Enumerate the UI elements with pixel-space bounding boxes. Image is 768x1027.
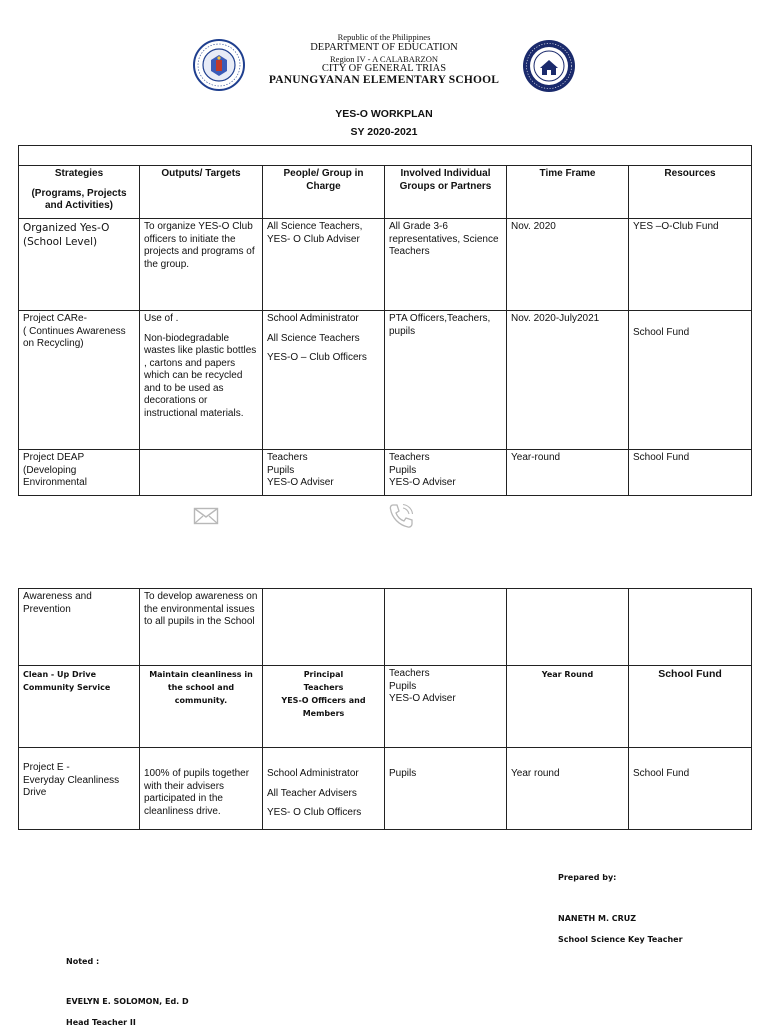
strategy-cell [19, 311, 140, 450]
table-header-row [19, 166, 752, 219]
envelope-icon[interactable] [193, 505, 219, 527]
workplan-table-page1 [18, 145, 752, 496]
involved-line: YES-O Adviser [389, 477, 456, 488]
strategy-cell [19, 219, 140, 311]
strategy-line: ( Continues Awareness on Recycling) [23, 325, 126, 349]
city-line: CITY OF GENERAL TRIAS [321, 63, 447, 74]
people-line: Teachers [267, 452, 308, 463]
header-involved: Involved Individual Groups or Partners [385, 166, 507, 219]
workplan-table-page2 [18, 588, 752, 830]
preparer-title: School Science Key Teacher [558, 935, 683, 944]
header-resources: Resources [629, 166, 752, 219]
outputs-cell: 100% of pupils together with their advisers participated in the cleanliness drive. [140, 748, 263, 830]
outputs-cell [140, 450, 263, 496]
people-cell [263, 589, 385, 666]
phone-icon[interactable] [387, 502, 415, 530]
noted-label: Noted : [66, 957, 100, 966]
table-row [19, 311, 752, 450]
involved-line: Pupils [389, 680, 417, 692]
strategy-line: Project CARe- [23, 313, 87, 324]
noter-name: EVELYN E. SOLOMON, Ed. D [66, 997, 189, 1006]
people-line: All Teacher Advisers [267, 787, 357, 799]
involved-line: YES-O Adviser [389, 693, 456, 704]
document-subtitle: SY 2020-2021 [350, 126, 418, 138]
header-strategies-sub: (Programs, Projects and Activities) [31, 187, 127, 211]
involved-line: Teachers [389, 452, 430, 463]
people-line: All Science Teachers, [267, 221, 363, 232]
region-line: Region IV - A CALABARZON [330, 54, 438, 64]
people-cell [263, 450, 385, 496]
strategy-line: Environmental [23, 477, 87, 488]
people-line: YES- O Club Adviser [267, 233, 360, 245]
people-cell [263, 666, 385, 748]
outputs-cell: Maintain cleanliness in the school and community. [140, 666, 263, 748]
outputs-cell: To organize YES-O Club officers to initiate the projects and programs of the group. [140, 219, 263, 311]
preparer-name: NANETH M. CRUZ [558, 914, 637, 923]
people-line: School Administrator [267, 768, 359, 779]
people-line: Teachers [303, 683, 344, 692]
document-title: YES-O WORKPLAN [335, 108, 433, 120]
people-line: School Administrator [267, 313, 359, 324]
people-line: All Science Teachers [267, 332, 360, 344]
table-row [19, 589, 752, 666]
spacer-cell [19, 146, 752, 166]
outputs-cell [140, 311, 263, 450]
strategy-line: Awareness and [23, 591, 92, 602]
strategy-line: Project DEAP [23, 452, 85, 463]
strategy-cell [19, 589, 140, 666]
table-row [19, 219, 752, 311]
involved-cell [385, 450, 507, 496]
strategy-line: (School Level) [23, 236, 98, 248]
table-row [19, 748, 752, 830]
time-cell: Nov. 2020-July2021 [507, 311, 629, 450]
resources-line: School Fund [633, 327, 690, 338]
resources-cell: School Fund [629, 666, 752, 748]
time-cell: Year-round [507, 450, 629, 496]
outputs-cell: To develop awareness on the environmental issues to all pupils in the School [140, 589, 263, 666]
strategy-line: (Developing [23, 464, 77, 476]
header-people: People/ Group in Charge [263, 166, 385, 219]
people-line: Pupils [267, 464, 295, 476]
involved-cell: Pupils [385, 748, 507, 830]
people-line: YES- O Club Officers [267, 807, 362, 818]
strategy-line: Prevention [23, 603, 71, 615]
people-cell [263, 219, 385, 311]
strategy-line: Community Service [23, 683, 111, 692]
people-cell [263, 311, 385, 450]
people-line: Principal [303, 670, 344, 679]
time-cell: Nov. 2020 [507, 219, 629, 311]
table-row [19, 666, 752, 748]
time-cell: Year Round [507, 666, 629, 748]
outputs-line: Non-biodegradable wastes like plastic bottles , cartons and papers which can be recycled and to be used as decorations or instructional materials. [144, 332, 257, 419]
involved-cell [385, 589, 507, 666]
table-row [19, 450, 752, 496]
header-strategies-label: Strategies [54, 168, 104, 179]
strategy-line: Project E - [23, 762, 70, 773]
involved-line: Pupils [389, 464, 417, 476]
strategy-line: Clean - Up Drive [23, 670, 96, 679]
prepared-by-label: Prepared by: [558, 873, 617, 882]
people-line: YES-O Adviser [267, 477, 334, 488]
strategy-cell [19, 666, 140, 748]
header-time: Time Frame [507, 166, 629, 219]
resources-cell: School Fund [629, 450, 752, 496]
resources-cell [629, 311, 752, 450]
noter-title: Head Teacher II [66, 1018, 136, 1027]
involved-line: Teachers [389, 668, 430, 679]
resources-cell: School Fund [629, 748, 752, 830]
involved-cell [385, 666, 507, 748]
outputs-line: Use of . [144, 313, 179, 324]
time-cell: Year round [507, 748, 629, 830]
republic-line: Republic of the Philippines [337, 32, 431, 42]
school-name: PANUNGYANAN ELEMENTARY SCHOOL [268, 74, 500, 86]
table-spacer-row [19, 146, 752, 166]
strategy-cell [19, 748, 140, 830]
people-cell [263, 748, 385, 830]
people-line: YES-O – Club Officers [267, 352, 367, 363]
header-outputs: Outputs/ Targets [140, 166, 263, 219]
resources-cell [629, 589, 752, 666]
time-cell [507, 589, 629, 666]
header-strategies [19, 166, 140, 219]
strategy-line: Everyday Cleanliness Drive [23, 774, 120, 798]
involved-cell: All Grade 3-6 representatives, Science Teachers [385, 219, 507, 311]
department-line: DEPARTMENT OF EDUCATION [310, 42, 458, 53]
strategy-cell [19, 450, 140, 496]
people-line: YES-O Officers and Members [281, 696, 366, 718]
strategy-line: Organized Yes-O [23, 222, 110, 234]
resources-cell: YES –O-Club Fund [629, 219, 752, 311]
involved-cell: PTA Officers,Teachers, pupils [385, 311, 507, 450]
